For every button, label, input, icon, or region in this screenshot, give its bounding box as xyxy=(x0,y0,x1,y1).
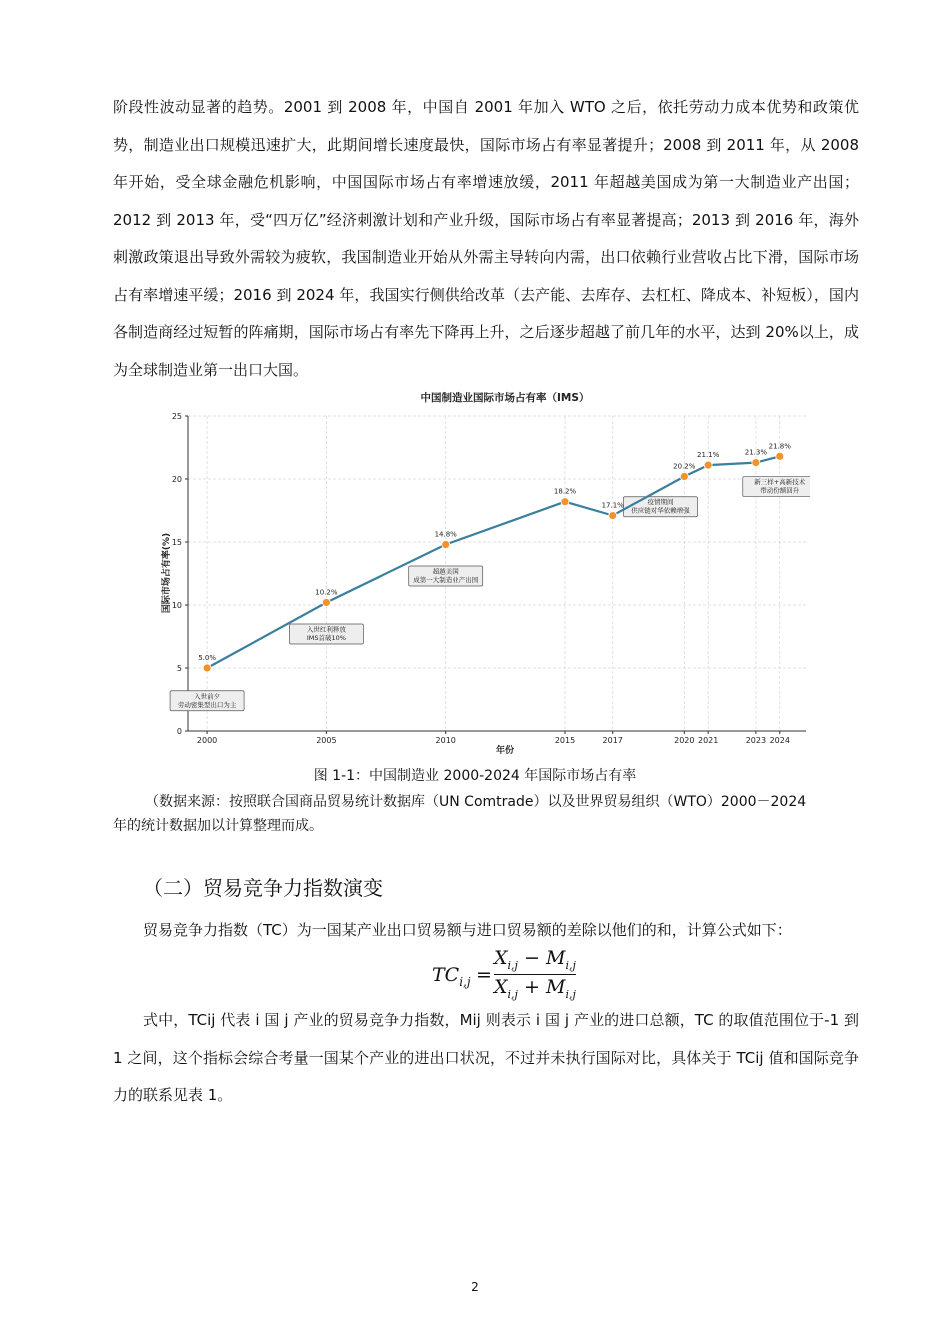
annotation-text: 入世前夕 xyxy=(194,692,221,701)
data-label: 20.2% xyxy=(673,462,696,471)
figure-ims-chart xyxy=(160,388,810,760)
data-label: 5.0% xyxy=(198,654,216,662)
x-tick-label: 2015 xyxy=(554,736,576,745)
data-point xyxy=(680,472,688,480)
annotation-box xyxy=(289,624,363,644)
figure-caption: 图 1-1：中国制造业 2000-2024 年国际市场占有率 xyxy=(313,768,637,784)
tc-formula xyxy=(432,947,592,1001)
formula-denominator: $X_{i,j} + M_{i,j}$ xyxy=(494,976,576,1001)
x-tick-label: 2023 xyxy=(745,736,767,745)
y-tick-label: 25 xyxy=(171,412,182,421)
annotation-box xyxy=(409,566,483,586)
data-label: 21.1% xyxy=(697,451,720,460)
y-tick-label: 10 xyxy=(171,601,182,610)
data-label: 10.2% xyxy=(315,588,338,597)
data-point xyxy=(561,498,569,506)
chart-title: 中国制造业国际市场占有率（IMS） xyxy=(420,392,590,404)
annotation-text: 供应链对华依赖增强 xyxy=(631,506,690,515)
data-point xyxy=(322,598,330,606)
y-axis-label: 国际市场占有率(%) xyxy=(162,532,172,614)
body-paragraph-2: 贸易竞争力指数（TC）为一国某产业出口贸易额与进口贸易额的差除以他们的和，计算公式如下： xyxy=(143,921,792,939)
x-tick-label: 2024 xyxy=(769,736,790,745)
y-tick-label: 15 xyxy=(171,538,182,547)
formula-equals: = xyxy=(476,964,492,986)
x-tick-label: 2017 xyxy=(602,736,623,745)
x-tick-label: 2005 xyxy=(316,736,337,745)
data-labels xyxy=(198,442,791,662)
data-point xyxy=(704,461,712,469)
data-label: 17.1% xyxy=(601,501,624,510)
data-point xyxy=(609,512,617,520)
formula-numerator: $X_{i,j} - M_{i,j}$ xyxy=(494,947,576,972)
section-heading: （二）贸易竞争力指数演变 xyxy=(143,876,383,900)
formula-lhs: $TC_{i,j}$ xyxy=(432,964,471,989)
annotation-box xyxy=(743,477,810,497)
x-tick-label: 2010 xyxy=(435,736,456,745)
body-paragraph-1: 阶段性波动显著的趋势。2001 到 2008 年，中国自 2001 年加入 WTO 之后，依托劳动力成本优势和政策优势，制造业出口规模迅速扩大，此期间增长速度最快，国际市场占有率显著提升；2008 到 2011 年，从 2008 年开始，受全球金融危机影响，中国国际市场占有率增速放缓，2011 年超越美国成为第一大制造业产出国；2012 到 2013 年，受“四万亿”经济刺激计划和产业升级，国际市场占有率显著提高；2013 到 2016 年，海外刺激政策退出导致外需较为疲软，我国制造业开始从外需主导转向内需，出口依赖行业营收占比下滑，国际市场占有率增速平缓；2016 到 2024 年，我国实行侧供给改革（去产能、去库存、去杠杠、降成本、补短板），国内各制造商经过短暂的阵痛期，国际市场占有率先下降再上升，之后逐步超越了前几年的水平，达到 20%以上，成为全球制造业第一出口大国。 xyxy=(113,98,859,379)
annotation-text: 疫情期间 xyxy=(647,498,674,507)
data-point xyxy=(752,459,760,467)
data-label: 21.3% xyxy=(744,448,768,457)
annotation-text: 带动份额回升 xyxy=(760,486,800,495)
source-line-2: 年的统计数据加以计算整理而成。 xyxy=(113,818,323,834)
data-source-note xyxy=(113,790,859,838)
annotation-box xyxy=(623,497,697,517)
annotation-text: 入世红利释放 xyxy=(306,625,346,634)
annotation-text: 新三样+高新技术 xyxy=(754,478,806,487)
annotations xyxy=(170,477,810,711)
page-number: 2 xyxy=(471,1280,479,1294)
y-tick-label: 20 xyxy=(171,475,182,484)
y-tick-label: 0 xyxy=(176,727,182,736)
source-line-1: （数据来源：按照联合国商品贸易统计数据库（UN Comtrade）以及世界贸易组织（WTO）2000－2024 xyxy=(145,794,807,810)
data-label: 21.8% xyxy=(768,442,791,451)
annotation-text: 成第一大制造业产出国 xyxy=(413,576,479,585)
data-point xyxy=(203,664,211,672)
data-point xyxy=(442,541,450,549)
annotation-text: 劳动密集型出口为主 xyxy=(177,700,237,709)
data-point xyxy=(776,452,784,460)
formula-fraction-bar xyxy=(494,974,576,975)
x-tick-label: 2000 xyxy=(196,736,218,745)
data-label: 14.8% xyxy=(434,530,457,539)
x-axis-label: 年份 xyxy=(495,746,515,756)
x-tick-label: 2021 xyxy=(697,736,719,745)
body-paragraph-3: 式中，TCij 代表 i 国 j 产业的贸易竞争力指数，Mij 则表示 i 国 j 产业的进口总额，TC 的取值范围位于-1 到 1 之间，这个指标会综合考量一国某个产业的进出口状况，不过并未执行国际对比，具体关于 TCij 值和国际竞争力的联系见表 1。 xyxy=(113,1011,859,1104)
axes xyxy=(188,416,806,731)
y-tick-label: 5 xyxy=(176,664,182,673)
ims-line-chart xyxy=(160,388,810,760)
x-tick-label: 2020 xyxy=(674,736,695,745)
gridlines xyxy=(188,416,806,731)
annotation-text: 超越美国 xyxy=(432,567,459,576)
annotation-box xyxy=(170,691,244,711)
data-label: 18.2% xyxy=(553,487,577,496)
annotation-text: IMS首破10% xyxy=(306,633,346,642)
